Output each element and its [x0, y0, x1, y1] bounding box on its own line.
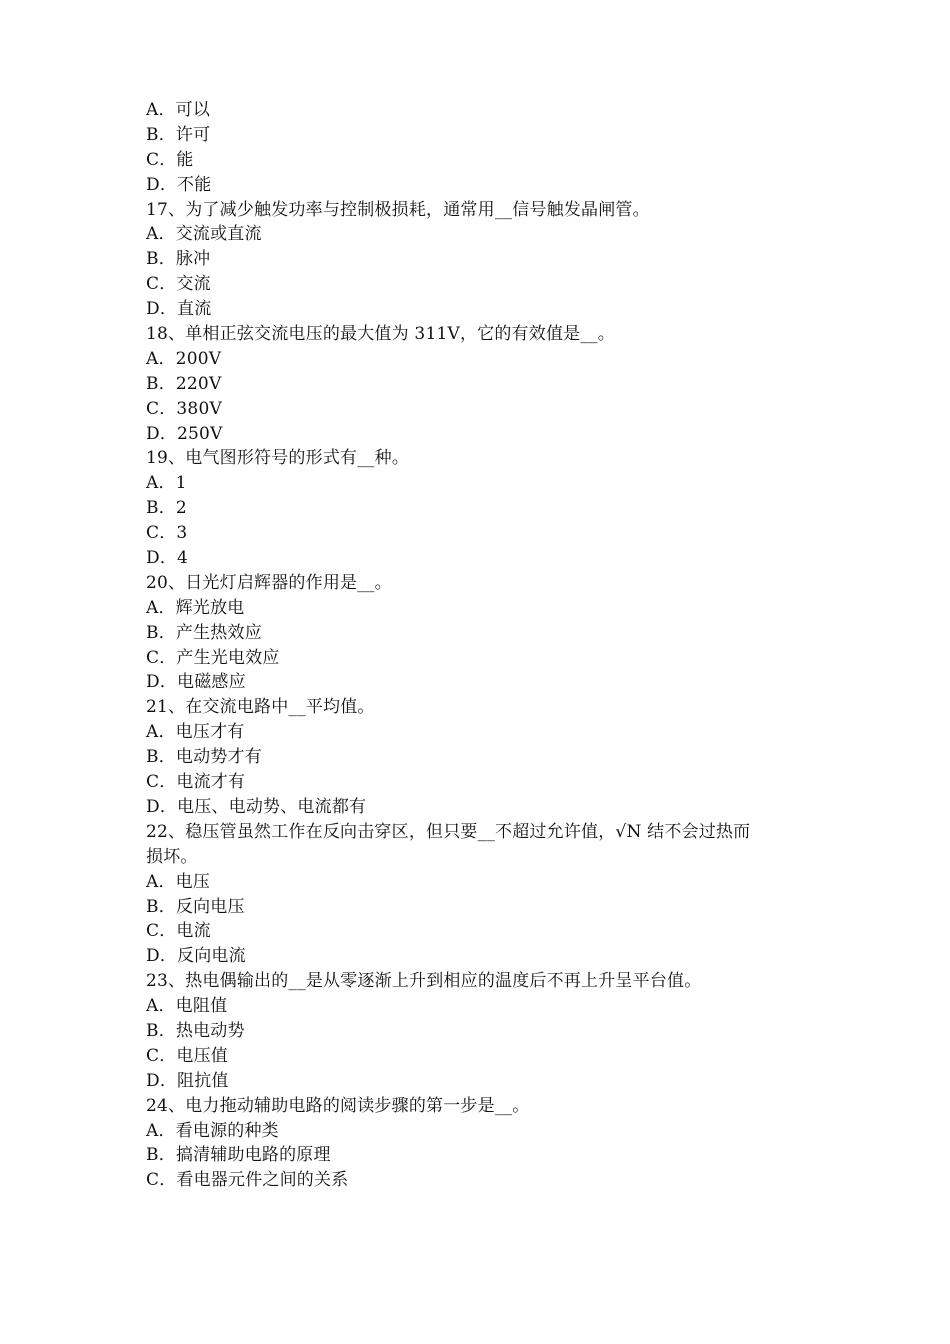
option-line: D．电磁感应	[146, 672, 246, 693]
option-line: A．交流或直流	[146, 224, 262, 245]
option-line: B．搞清辅助电路的原理	[146, 1145, 331, 1166]
option-line: D．不能	[146, 174, 212, 195]
option-line: A．可以	[146, 100, 211, 120]
option-line: A．电压	[146, 871, 211, 892]
option-line: D．4	[146, 548, 189, 569]
option-line: B．脉冲	[146, 249, 211, 270]
option-line: B．产生热效应	[146, 622, 262, 643]
question-line: 损坏。	[146, 846, 198, 867]
option-line: D．电压、电动势、电流都有	[146, 796, 367, 817]
question-line: 23、热电偶输出的__是从零逐渐上升到相应的温度后不再上升呈平台值。	[146, 971, 702, 992]
option-line: B．反向电压	[146, 896, 245, 917]
option-line: C．看电器元件之间的关系	[146, 1170, 349, 1191]
option-line: D．250V	[146, 423, 223, 444]
question-line: 19、电气图形符号的形式有__种。	[146, 448, 410, 469]
option-line: B．2	[146, 498, 187, 519]
option-line: B．热电动势	[146, 1020, 245, 1041]
option-line: B．电动势才有	[146, 747, 262, 768]
option-line: A．电阻值	[146, 996, 228, 1017]
question-list	[146, 98, 816, 1193]
option-line: A．200V	[146, 348, 222, 369]
option-line: A．1	[146, 473, 187, 494]
question-line: 22、稳压管虽然工作在反向击穿区，但只要__不超过允许值，√N 结不会过热而	[146, 821, 751, 842]
question-line: 21、在交流电路中__平均值。	[146, 697, 375, 718]
option-line: D．阻抗值	[146, 1070, 229, 1091]
option-line: D．直流	[146, 299, 212, 320]
question-line: 20、日光灯启辉器的作用是__。	[146, 572, 392, 593]
option-line: C．380V	[146, 398, 222, 419]
option-line: A．看电源的种类	[146, 1120, 279, 1141]
option-line: D．反向电流	[146, 946, 246, 967]
question-line: 18、单相正弦交流电压的最大值为 311V，它的有效值是__。	[146, 324, 615, 345]
option-line: C．电压值	[146, 1045, 229, 1066]
option-line: A．辉光放电	[146, 597, 245, 618]
question-line: 24、电力拖动辅助电路的阅读步骤的第一步是__。	[146, 1095, 530, 1116]
option-line: B．220V	[146, 373, 222, 394]
option-line: C．电流	[146, 921, 211, 942]
option-line: C．电流才有	[146, 772, 246, 793]
option-line: C．3	[146, 523, 188, 544]
question-line: 17、为了减少触发功率与控制极损耗，通常用__信号触发晶闸管。	[146, 199, 650, 220]
option-line: C．能	[146, 149, 194, 170]
option-line: C．交流	[146, 274, 211, 295]
option-line: C．产生光电效应	[146, 647, 280, 668]
option-line: B．许可	[146, 124, 211, 145]
option-line: A．电压才有	[146, 722, 245, 743]
